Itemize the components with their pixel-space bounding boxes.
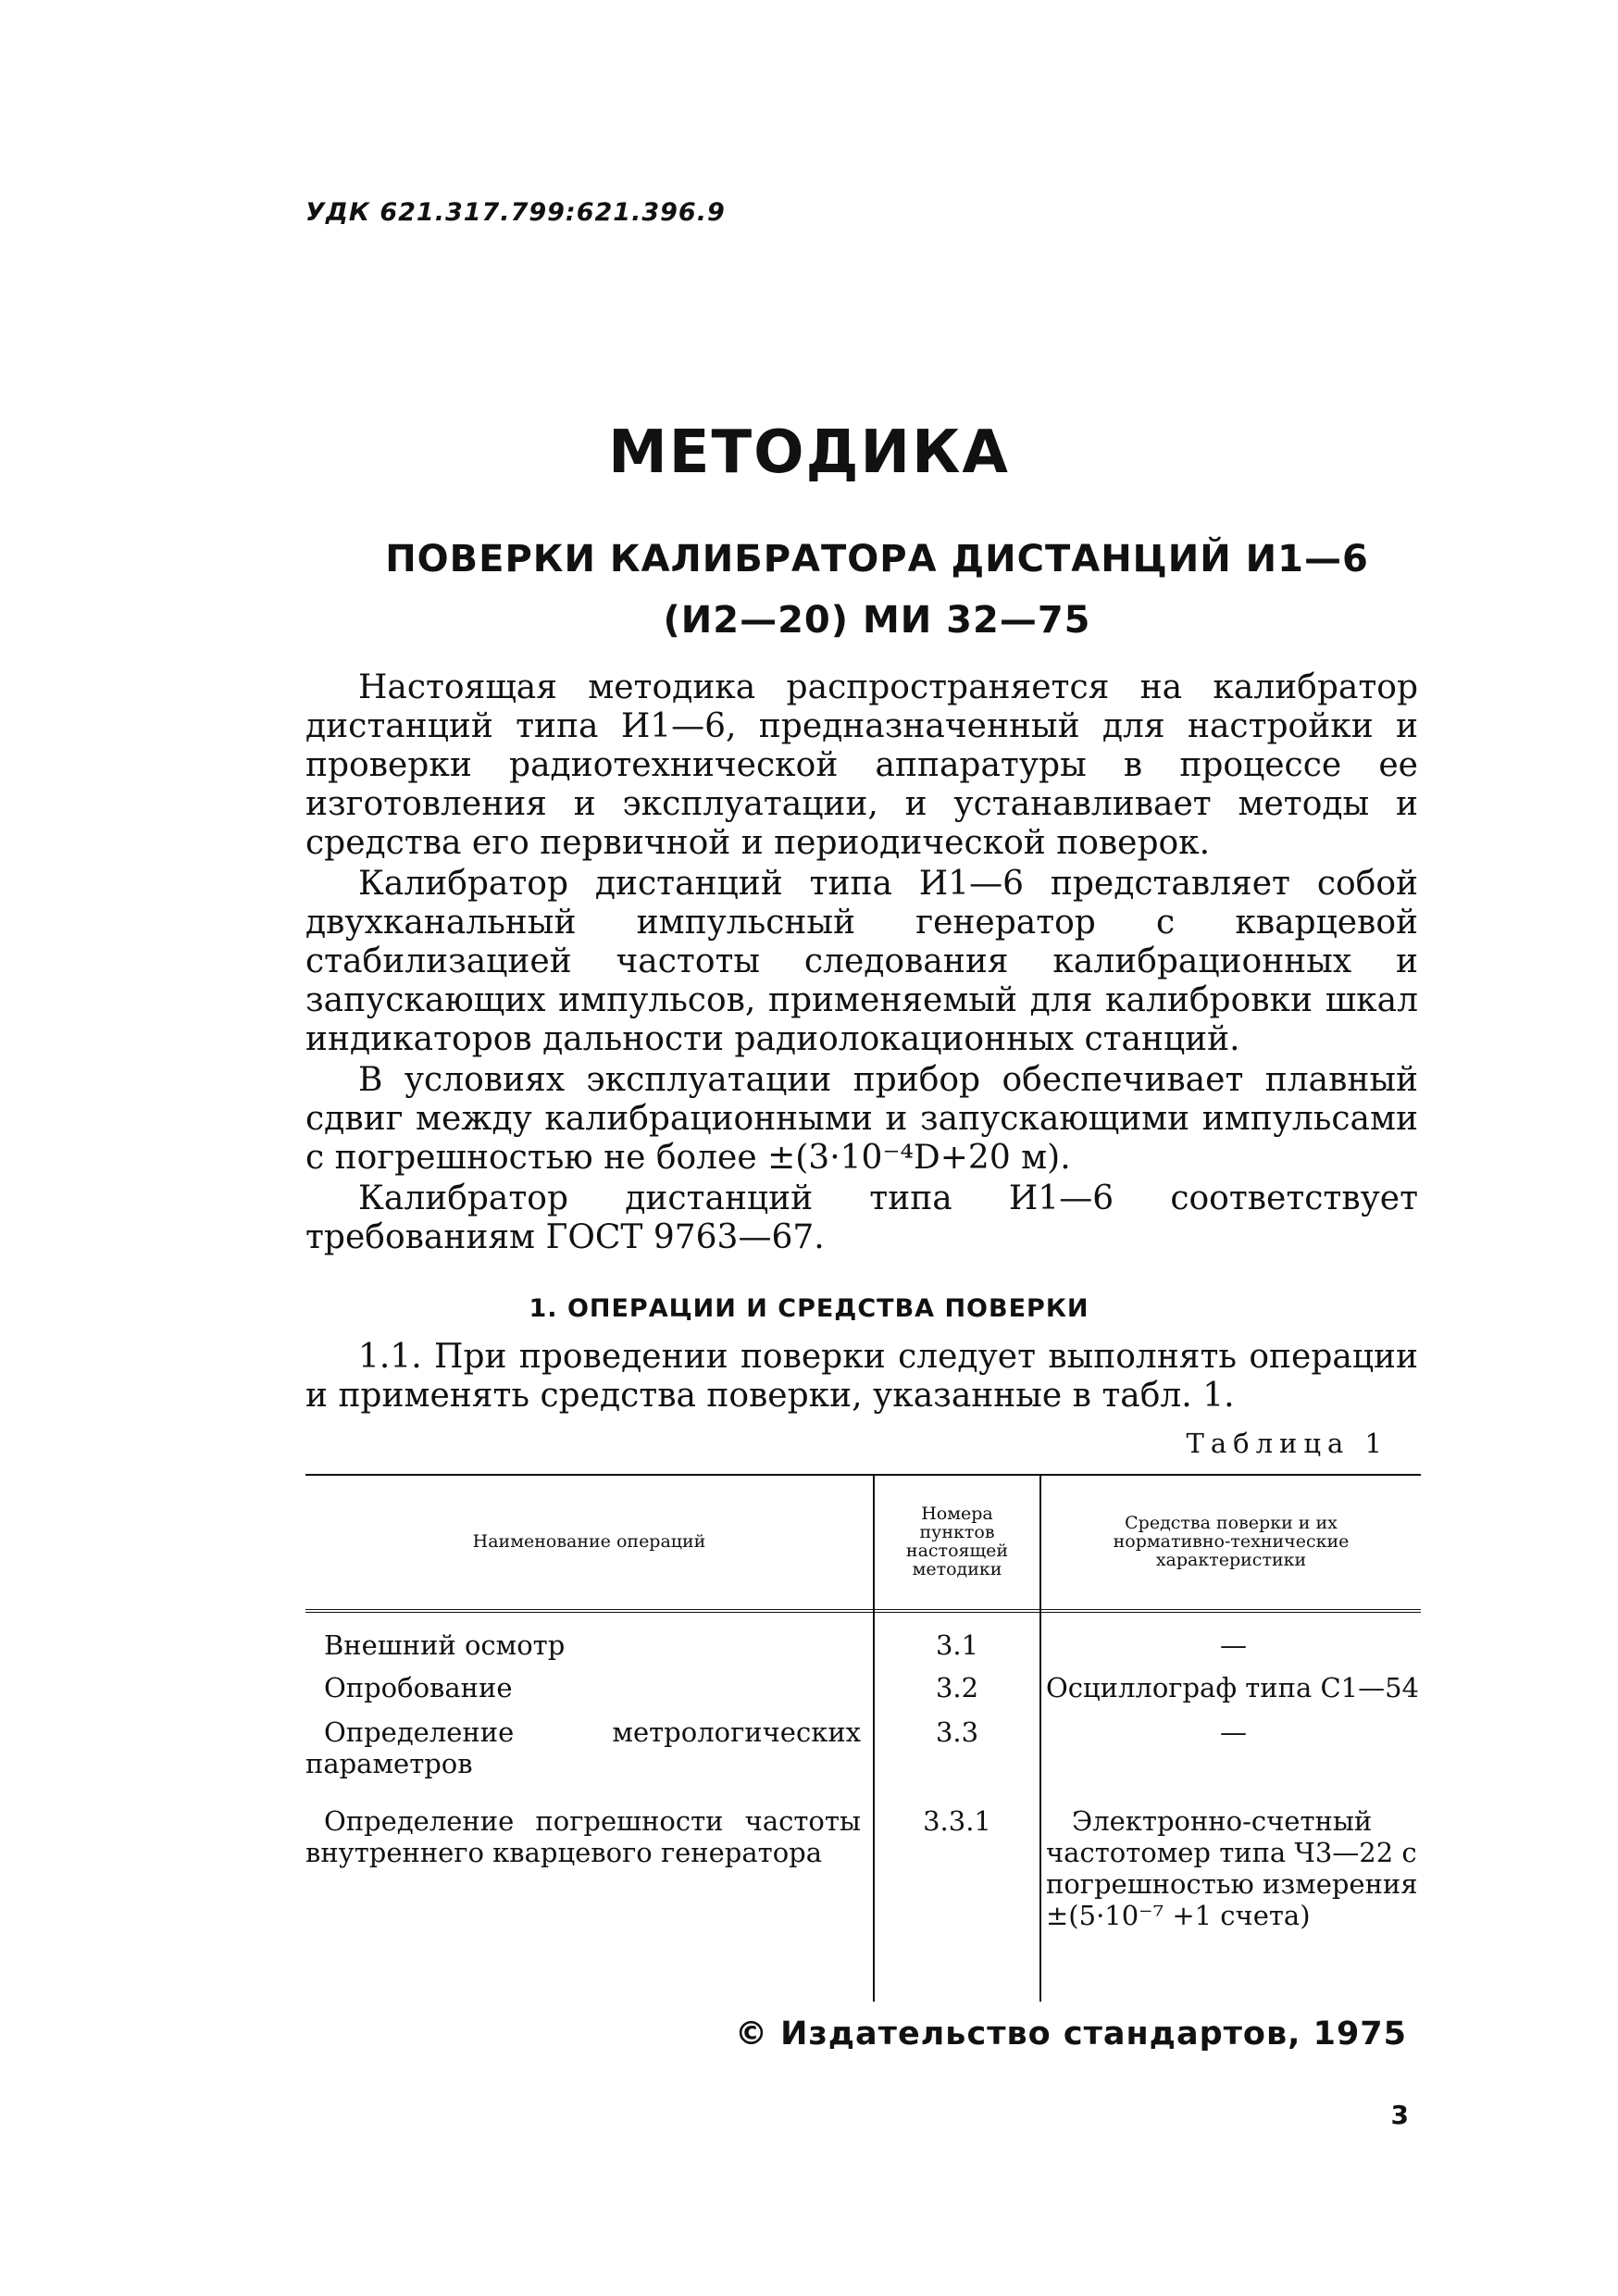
document-title: МЕТОДИКА [608,418,1010,487]
column-header-operation: Наименование операций [472,1531,706,1552]
paragraph-gost: Калибратор дистанций типа И1—6 соответствует требованиям ГОСТ 9763—67. [305,1179,1418,1256]
cell-clause: 3.3 [935,1716,979,1748]
cell-clause: 3.2 [935,1672,979,1703]
cell-operation: Определение погрешности частоты внутреннего кварцевого генератора [305,1805,861,1868]
cell-means: — [1220,1629,1247,1661]
publisher-imprint: © Издательство стандартов, 1975 [734,2015,1407,2053]
cell-means: — [1220,1716,1247,1748]
document-subtitle-line2: (И2—20) МИ 32—75 [663,599,1091,642]
section-heading: 1. ОПЕРАЦИИ И СРЕДСТВА ПОВЕРКИ [529,1294,1089,1323]
cell-means-line1: Электронно-счетный [1072,1805,1373,1837]
cell-means-rest: частотомер типа Ч3—22 с погрешностью измерения ±(5·10⁻⁷ +1 счета) [1046,1837,1418,1931]
cell-means: Осциллограф типа С1—54 [1046,1672,1420,1703]
cell-operation: Определение метрологических параметров [305,1716,861,1779]
cell-operation: Внешний осмотр [324,1629,566,1661]
verification-table [305,1474,1421,2002]
paragraph-description: Калибратор дистанций типа И1—6 представляет собой двухканальный импульсный генератор с кварцевой стабилизацией частоты следования калибрационных и запускающих импульсов, применяемый для калибровки шкал индикаторов дальности радиолокационных станций. [305,865,1418,1058]
paragraph-accuracy: В условиях эксплуатации прибор обеспечивает плавный сдвиг между калибрационными и запускающими импульсами с погрешностью не более ±(3·10⁻⁴D+20 м). [305,1061,1418,1177]
udc-code: УДК 621.317.799:621.396.9 [305,198,726,227]
column-header-clause: Номера пунктов настоящей методики [905,1504,1009,1579]
table-caption: Таблица 1 [1186,1428,1388,1459]
page-number: 3 [1390,2100,1409,2130]
cell-means [1046,1805,1421,1931]
document-subtitle-line1: ПОВЕРКИ КАЛИБРАТОРА ДИСТАНЦИЙ И1—6 [385,538,1369,580]
column-header-means: Средства поверки и их нормативно-технические характеристики [1113,1513,1350,1570]
paragraph-intro: Настоящая методика распространяется на калибратор дистанций типа И1—6, предназначенный для настройки и проверки радиотехнической аппаратуры в процессе ее изготовления и эксплуатации, и устанавливает методы и средства его первичной и периодической поверок. [305,668,1418,862]
cell-clause: 3.3.1 [923,1805,991,1837]
cell-operation: Опробование [324,1672,513,1703]
table-header-rule [305,1609,1421,1613]
section-paragraph: 1.1. При проведении поверки следует выполнять операции и применять средства поверки, указанные в табл. 1. [305,1338,1418,1415]
cell-clause: 3.1 [935,1629,979,1661]
